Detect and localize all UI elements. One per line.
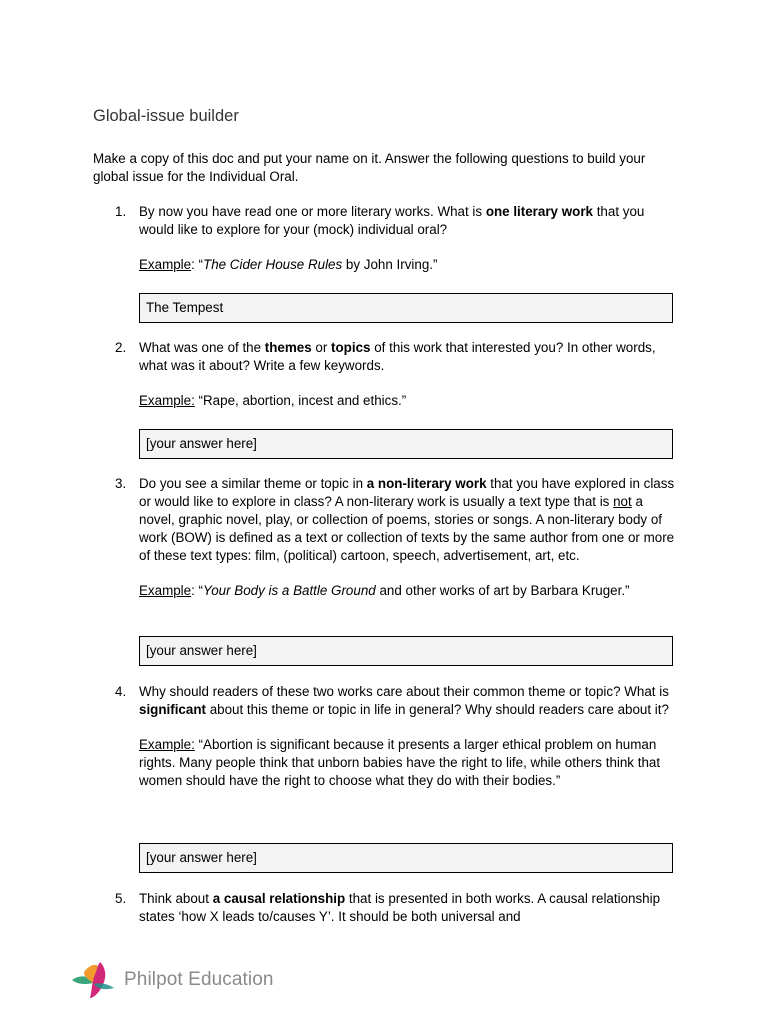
logo-text: Philpot Education — [124, 969, 274, 990]
question-text: By now you have read one or more literary works. What is one literary work that you would like to explore for your (mock) individual oral? — [139, 204, 645, 237]
leaf-logo-icon — [70, 960, 120, 1000]
question-4 — [93, 683, 683, 790]
answer-field-1[interactable]: The Tempest — [139, 293, 673, 323]
question-5 — [93, 890, 683, 926]
example-text: Example: “Your Body is a Battle Ground and other works of art by Barbara Kruger.” — [139, 583, 630, 598]
question-text: Do you see a similar theme or topic in a non-literary work that you have explored in class or would like to explore in class? A non-literary work is usually a text type that is not a novel, graphic novel, play, or collection of poems, stories or songs. A non-literary body of work (BOW) is defined as a text or collection of texts by the same author from one or more of these text types: film, (political) cartoon, speech, advertisement, art, etc. — [139, 476, 675, 563]
question-text: Why should readers of these two works care about their common theme or topic? What is significant about this theme or topic in life in general? Why should readers care about it? — [139, 684, 669, 717]
question-number: 5. — [115, 891, 127, 906]
question-number: 4. — [115, 684, 127, 699]
answer-field-2[interactable]: [your answer here] — [139, 429, 673, 459]
answer-field-4[interactable]: [your answer here] — [139, 843, 673, 873]
question-text: Think about a causal relationship that is presented in both works. A causal relationship states ‘how X leads to/causes Y’. It should be both universal and — [139, 891, 661, 924]
example-text: Example: “Rape, abortion, incest and ethics.” — [139, 393, 407, 408]
footer-logo — [70, 960, 274, 1000]
question-1 — [93, 203, 683, 274]
answer-field-3[interactable]: [your answer here] — [139, 636, 673, 666]
question-text: What was one of the themes or topics of this work that interested you? In other words, what was it about? Write a few keywords. — [139, 340, 656, 373]
example-text: Example: “The Cider House Rules by John Irving.” — [139, 257, 438, 272]
intro-paragraph: Make a copy of this doc and put your name on it. Answer the following questions to build your global issue for the Individual Oral. — [93, 151, 646, 184]
question-number: 1. — [115, 204, 127, 219]
example-text: Example: “Abortion is significant because it presents a larger ethical problem on human rights. Many people think that unborn babies have the right to life, while others think that women should have the right to choose what they do with their bodies.” — [139, 737, 661, 788]
question-number: 3. — [115, 476, 127, 491]
question-3 — [93, 475, 683, 600]
question-number: 2. — [115, 340, 127, 355]
question-2 — [93, 339, 683, 410]
page-title: Global-issue builder — [93, 107, 239, 125]
